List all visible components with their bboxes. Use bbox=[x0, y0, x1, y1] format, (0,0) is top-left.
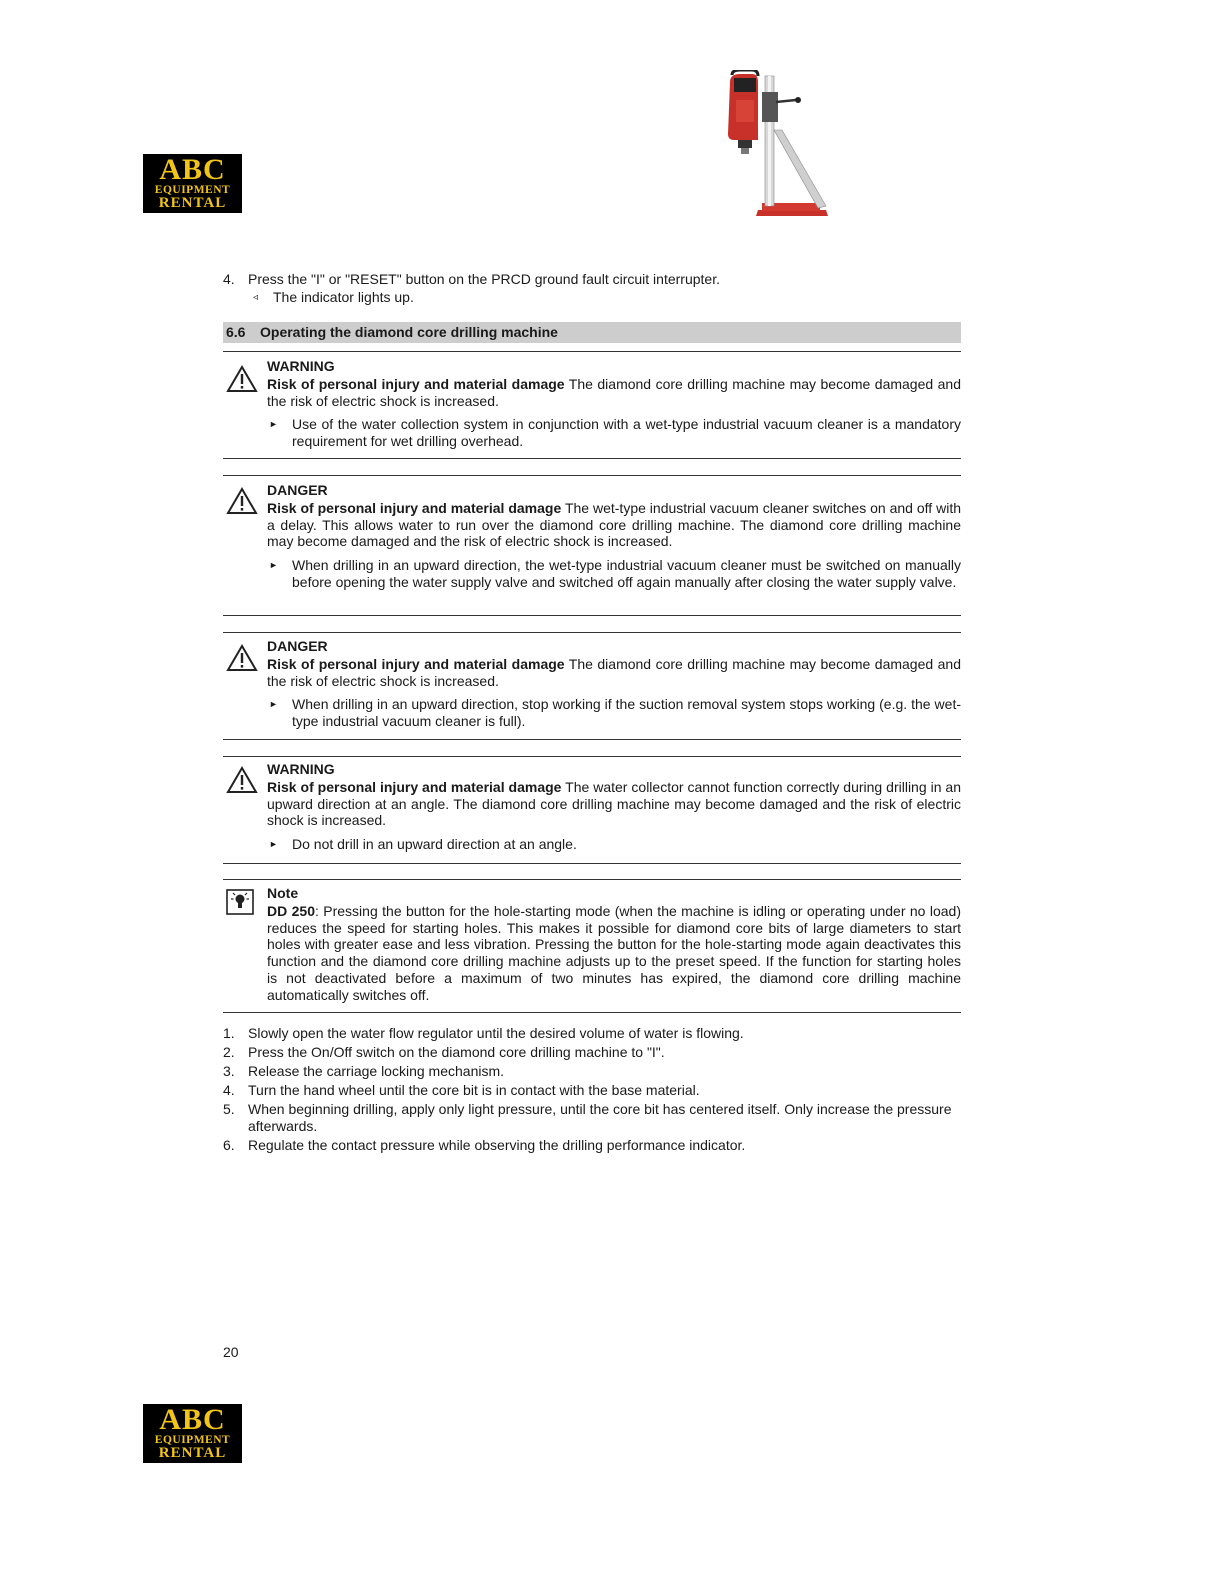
result-text: The indicator lights up. bbox=[273, 289, 414, 305]
company-logo-top bbox=[143, 154, 242, 213]
notice-warning-2 bbox=[223, 756, 961, 864]
step-number: 6. bbox=[223, 1137, 235, 1153]
notice-risk: Risk of personal injury and material damage bbox=[267, 375, 565, 392]
notice-bullet bbox=[267, 836, 961, 853]
bullet-marker-icon: ► bbox=[269, 839, 278, 850]
note-model: DD 250 bbox=[267, 902, 315, 919]
intro-step-item bbox=[223, 271, 961, 288]
notice-risk: Risk of personal injury and material damage bbox=[267, 499, 562, 516]
logo-line-rental: RENTAL bbox=[158, 195, 227, 211]
notice-description: The diamond core drilling machine may become damaged and the risk of electric shock is increased. bbox=[267, 375, 961, 409]
warning-triangle-icon bbox=[225, 486, 259, 516]
step-text: Turn the hand wheel until the core bit is in contact with the base material. bbox=[248, 1082, 700, 1098]
result-arrow-icon: ◃ bbox=[253, 292, 259, 303]
notice-danger-2 bbox=[223, 632, 961, 740]
step-result bbox=[223, 289, 961, 306]
bullet-marker-icon: ► bbox=[269, 419, 278, 430]
logo-line-abc: ABC bbox=[159, 1403, 226, 1436]
list-item bbox=[223, 1137, 961, 1154]
notice-text bbox=[267, 376, 961, 410]
logo-line-abc: ABC bbox=[159, 153, 226, 186]
notice-warning-1 bbox=[223, 351, 961, 459]
intro-step bbox=[223, 271, 961, 306]
notice-title: DANGER bbox=[267, 482, 328, 498]
warning-triangle-icon bbox=[225, 364, 259, 394]
step-number: 2. bbox=[223, 1044, 235, 1060]
notice-risk: Risk of personal injury and material damage bbox=[267, 655, 565, 672]
notice-description: The wet-type industrial vacuum cleaner switches on and off with a delay. This allows water to run over the diamond core drilling machine. The diamond core drilling machine may become damaged and the risk of electric shock is increased. bbox=[267, 499, 962, 550]
notice-bullet bbox=[267, 696, 961, 730]
logo-line-equipment: EQUIPMENT bbox=[154, 184, 231, 196]
notice-danger-1 bbox=[223, 475, 961, 616]
notice-text bbox=[267, 779, 961, 829]
notice-bullet bbox=[267, 416, 961, 450]
notice-title: WARNING bbox=[267, 358, 335, 374]
step-number: 1. bbox=[223, 1025, 235, 1041]
note-title: Note bbox=[267, 885, 299, 901]
step-text: Regulate the contact pressure while observing the drilling performance indicator. bbox=[248, 1137, 746, 1153]
section-heading bbox=[223, 322, 961, 343]
step-text: Press the On/Off switch on the diamond core drilling machine to "I". bbox=[248, 1044, 665, 1060]
list-item bbox=[223, 1025, 961, 1042]
list-item bbox=[223, 1063, 961, 1080]
core-drill-machine-image bbox=[718, 70, 833, 218]
step-text: When beginning drilling, apply only light pressure, until the core bit has centered itself. Only increase the pressure afterwards. bbox=[248, 1101, 952, 1134]
operating-steps bbox=[223, 1025, 961, 1156]
warning-triangle-icon bbox=[225, 765, 259, 795]
notice-title: DANGER bbox=[267, 638, 328, 654]
notice-title: WARNING bbox=[267, 761, 335, 777]
bullet-marker-icon: ► bbox=[269, 699, 278, 710]
notice-description: The water collector cannot function correctly during drilling in an upward direction at an angle. The diamond core drilling machine may become damaged and the risk of electric shock is increased. bbox=[267, 778, 962, 829]
step-number: 4. bbox=[223, 1082, 235, 1098]
step-number: 4. bbox=[223, 271, 235, 287]
notice-bullet bbox=[267, 557, 961, 591]
note-description: : Pressing the button for the hole-starting mode (when the machine is idling or operating under no load) reduces the speed for starting holes. This makes it possible for diamond core bits of large diameters to start holes with greater ease and less vibration. Pressing the button for the hole-starting mode again deactivates this function and the diamond core drilling machine adjusts up to the preset speed. If the function for starting holes is not deactivated before a maximum of two minutes has expired, the diamond core drilling machine automatically switches off. bbox=[267, 902, 961, 1003]
logo-line-equipment: EQUIPMENT bbox=[154, 1434, 231, 1446]
step-text: Slowly open the water flow regulator until the desired volume of water is flowing. bbox=[248, 1025, 744, 1041]
section-number: 6.6 bbox=[226, 324, 246, 340]
note-lightbulb-icon bbox=[225, 888, 255, 916]
notice-bullet-text: Use of the water collection system in conjunction with a wet-type industrial vacuum cleaner is a mandatory requirement for wet drilling overhead. bbox=[292, 416, 961, 450]
logo-line-rental: RENTAL bbox=[158, 1445, 227, 1461]
notice-bullet-text: Do not drill in an upward direction at an angle. bbox=[292, 836, 577, 853]
step-text: Press the "I" or "RESET" button on the PRCD ground fault circuit interrupter. bbox=[248, 271, 720, 287]
notice-bullet-text: When drilling in an upward direction, the wet-type industrial vacuum cleaner must be switched on manually before opening the water supply valve and switched off again manually after closing the water supply valve. bbox=[292, 557, 961, 590]
bullet-marker-icon: ► bbox=[269, 560, 278, 571]
note-text bbox=[267, 903, 961, 1004]
section-title: Operating the diamond core drilling machine bbox=[260, 324, 558, 340]
notice-description: The diamond core drilling machine may become damaged and the risk of electric shock is increased. bbox=[267, 655, 961, 689]
list-item bbox=[223, 1044, 961, 1061]
step-number: 5. bbox=[223, 1101, 235, 1117]
list-item bbox=[223, 1101, 961, 1135]
page-number: 20 bbox=[223, 1344, 239, 1360]
notice-text bbox=[267, 656, 961, 690]
warning-triangle-icon bbox=[225, 643, 259, 673]
notice-risk: Risk of personal injury and material damage bbox=[267, 778, 562, 795]
company-logo-bottom bbox=[143, 1404, 242, 1463]
notice-text bbox=[267, 500, 961, 550]
step-number: 3. bbox=[223, 1063, 235, 1079]
step-text: Release the carriage locking mechanism. bbox=[248, 1063, 505, 1079]
list-item bbox=[223, 1082, 961, 1099]
notice-bullet-text: When drilling in an upward direction, stop working if the suction removal system stops working (e.g. the wet-type industrial vacuum cleaner is full). bbox=[292, 696, 961, 730]
note-box bbox=[223, 879, 961, 1013]
